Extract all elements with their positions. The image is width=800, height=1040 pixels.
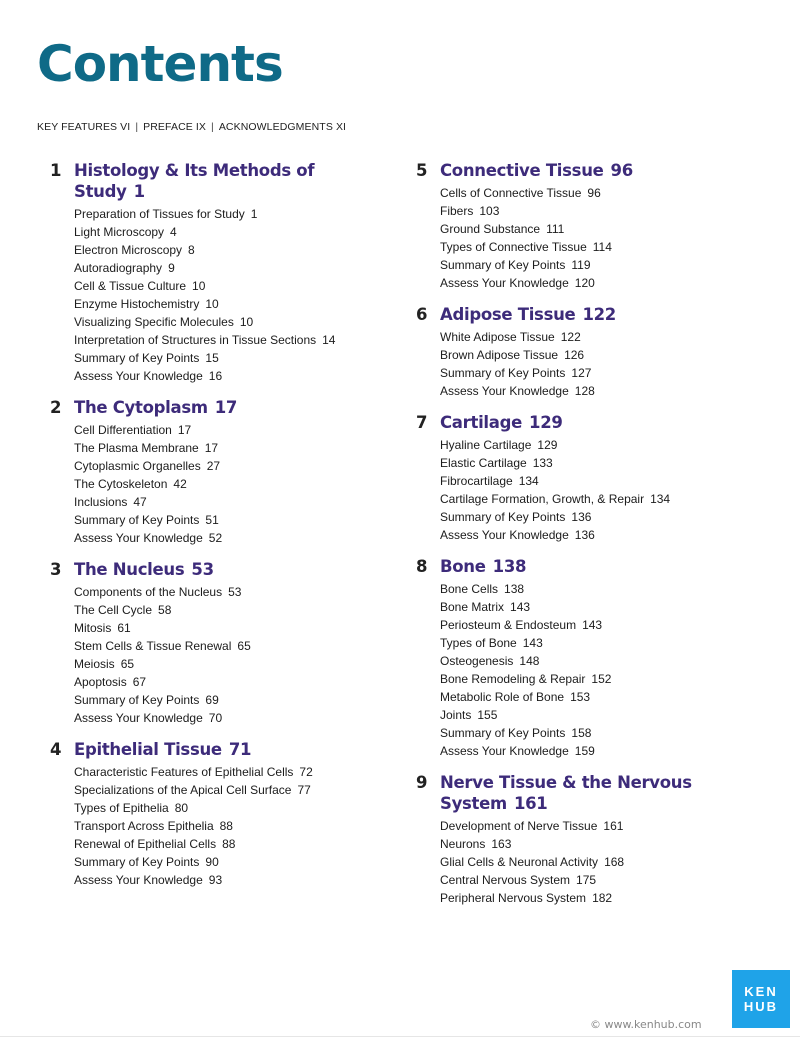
list-item bbox=[74, 619, 390, 637]
entry-page-number: 134 bbox=[518, 474, 539, 488]
chapter-number: 1 bbox=[50, 161, 62, 180]
entry-page-number: 17 bbox=[204, 441, 219, 455]
entry-page-number: 136 bbox=[574, 528, 595, 542]
entry-page-number: 152 bbox=[591, 672, 612, 686]
chapter-heading bbox=[50, 397, 390, 418]
list-item bbox=[74, 709, 390, 727]
chapter-title-text: Connective Tissue bbox=[440, 161, 604, 180]
page-title: Contents bbox=[37, 35, 283, 93]
list-item bbox=[440, 508, 756, 526]
chapter-title bbox=[74, 397, 237, 418]
chapter-page-number: 71 bbox=[228, 740, 252, 759]
entry-title: Transport Across Epithelia bbox=[74, 819, 214, 833]
entry-title: Bone Cells bbox=[440, 582, 499, 596]
chapter-title-text: The Nucleus bbox=[74, 560, 185, 579]
entry-title: Fibers bbox=[440, 204, 474, 218]
chapter-section bbox=[50, 559, 390, 727]
list-item bbox=[74, 277, 390, 295]
list-item bbox=[74, 313, 390, 331]
entry-title: Interpretation of Structures in Tissue Sections bbox=[74, 333, 317, 347]
entry-page-number: 143 bbox=[510, 600, 531, 614]
chapter-number: 2 bbox=[50, 398, 62, 417]
chapter-section bbox=[50, 160, 390, 385]
list-item bbox=[74, 835, 390, 853]
chapter-title-text: Cartilage bbox=[440, 413, 523, 432]
list-item bbox=[440, 346, 756, 364]
chapter-page-number: 138 bbox=[492, 557, 527, 576]
entry-page-number: 61 bbox=[117, 621, 131, 635]
entry-title: Stem Cells & Tissue Renewal bbox=[74, 639, 232, 653]
list-item bbox=[440, 580, 756, 598]
front-matter-line bbox=[37, 121, 346, 133]
list-item bbox=[74, 853, 390, 871]
list-item bbox=[440, 364, 756, 382]
list-item bbox=[440, 670, 756, 688]
list-item bbox=[440, 616, 756, 634]
entry-title: Cell Differentiation bbox=[74, 423, 172, 437]
chapter-title bbox=[74, 739, 251, 760]
entry-page-number: 16 bbox=[208, 369, 223, 383]
entry-page-number: 14 bbox=[322, 333, 336, 347]
entry-title: Types of Bone bbox=[440, 636, 517, 650]
kenhub-logo bbox=[732, 970, 790, 1028]
entry-title: Autoradiography bbox=[74, 261, 163, 275]
chapter-number: 9 bbox=[416, 773, 428, 792]
entry-title: Summary of Key Points bbox=[74, 351, 200, 365]
entry-title: Summary of Key Points bbox=[74, 855, 200, 869]
chapter-number: 4 bbox=[50, 740, 62, 759]
list-item bbox=[74, 799, 390, 817]
entry-page-number: 175 bbox=[576, 873, 597, 887]
chapter-entry-list bbox=[440, 328, 756, 400]
front-matter-acknowledgments: ACKNOWLEDGMENTS XI bbox=[218, 121, 347, 133]
chapter-number: 6 bbox=[416, 305, 428, 324]
chapter-section bbox=[416, 412, 756, 544]
list-item bbox=[74, 259, 390, 277]
chapter-title-text: Epithelial Tissue bbox=[74, 740, 222, 759]
toc-column-right bbox=[416, 160, 756, 919]
chapter-section bbox=[416, 556, 756, 760]
list-item bbox=[440, 817, 756, 835]
chapter-heading bbox=[416, 160, 756, 181]
entry-page-number: 72 bbox=[299, 765, 313, 779]
entry-title: Specializations of the Apical Cell Surface bbox=[74, 783, 292, 797]
list-item bbox=[440, 328, 756, 346]
entry-page-number: 52 bbox=[208, 531, 223, 545]
entry-title: Neurons bbox=[440, 837, 486, 851]
entry-title: Light Microscopy bbox=[74, 225, 165, 239]
list-item bbox=[440, 853, 756, 871]
entry-title: Peripheral Nervous System bbox=[440, 891, 587, 905]
entry-title: Development of Nerve Tissue bbox=[440, 819, 598, 833]
entry-title: Assess Your Knowledge bbox=[74, 711, 203, 725]
entry-page-number: 103 bbox=[479, 204, 500, 218]
entry-page-number: 8 bbox=[188, 243, 195, 257]
list-item bbox=[440, 742, 756, 760]
entry-title: Summary of Key Points bbox=[74, 513, 200, 527]
entry-page-number: 88 bbox=[222, 837, 236, 851]
entry-title: Types of Epithelia bbox=[74, 801, 169, 815]
list-item bbox=[74, 601, 390, 619]
chapter-page-number: 1 bbox=[133, 182, 145, 201]
chapter-entry-list bbox=[440, 436, 756, 544]
list-item bbox=[440, 526, 756, 544]
entry-page-number: 129 bbox=[537, 438, 558, 452]
list-item bbox=[440, 871, 756, 889]
entry-page-number: 42 bbox=[173, 477, 187, 491]
entry-title: Bone Remodeling & Repair bbox=[440, 672, 586, 686]
entry-page-number: 69 bbox=[205, 693, 219, 707]
list-item bbox=[440, 724, 756, 742]
entry-title: Cells of Connective Tissue bbox=[440, 186, 582, 200]
chapter-entry-list bbox=[74, 205, 390, 385]
entry-page-number: 17 bbox=[177, 423, 192, 437]
entry-title: Characteristic Features of Epithelial Cells bbox=[74, 765, 294, 779]
front-matter-separator: | bbox=[211, 121, 214, 133]
front-matter-separator: | bbox=[135, 121, 139, 133]
entry-page-number: 88 bbox=[219, 819, 233, 833]
entry-title: Joints bbox=[440, 708, 472, 722]
chapter-heading bbox=[50, 160, 390, 202]
entry-page-number: 15 bbox=[205, 351, 219, 365]
list-item bbox=[74, 529, 390, 547]
entry-page-number: 168 bbox=[604, 855, 625, 869]
list-item bbox=[74, 817, 390, 835]
entry-page-number: 77 bbox=[297, 783, 311, 797]
chapter-title bbox=[74, 559, 214, 580]
entry-title: Electron Microscopy bbox=[74, 243, 183, 257]
entry-title: Periosteum & Endosteum bbox=[440, 618, 577, 632]
entry-page-number: 10 bbox=[205, 297, 219, 311]
entry-title: White Adipose Tissue bbox=[440, 330, 555, 344]
entry-title: Assess Your Knowledge bbox=[74, 873, 203, 887]
list-item bbox=[440, 835, 756, 853]
list-item bbox=[74, 637, 390, 655]
entry-title: Cartilage Formation, Growth, & Repair bbox=[440, 492, 645, 506]
entry-title: Components of the Nucleus bbox=[74, 585, 223, 599]
entry-page-number: 136 bbox=[571, 510, 592, 524]
list-item bbox=[440, 256, 756, 274]
chapter-title-text: Bone bbox=[440, 557, 486, 576]
chapter-section bbox=[416, 772, 756, 907]
list-item bbox=[440, 706, 756, 724]
entry-page-number: 65 bbox=[237, 639, 251, 653]
entry-title: Cytoplasmic Organelles bbox=[74, 459, 201, 473]
chapter-page-number: 17 bbox=[214, 398, 238, 417]
entry-page-number: 9 bbox=[168, 261, 175, 275]
logo-text-line2: HUB bbox=[743, 999, 779, 1014]
toc-column-left bbox=[50, 160, 390, 901]
list-item bbox=[440, 220, 756, 238]
chapter-heading bbox=[416, 304, 756, 325]
entry-title: Cell & Tissue Culture bbox=[74, 279, 187, 293]
entry-title: Mitosis bbox=[74, 621, 112, 635]
entry-title: The Cytoskeleton bbox=[74, 477, 168, 491]
entry-page-number: 119 bbox=[571, 258, 591, 272]
chapter-title bbox=[440, 556, 526, 577]
chapter-title bbox=[440, 304, 616, 325]
entry-page-number: 65 bbox=[120, 657, 135, 671]
entry-title: Hyaline Cartilage bbox=[440, 438, 532, 452]
chapter-page-number: 129 bbox=[529, 413, 563, 432]
entry-page-number: 163 bbox=[491, 837, 512, 851]
chapter-section bbox=[416, 304, 756, 400]
entry-title: Renewal of Epithelial Cells bbox=[74, 837, 217, 851]
entry-title: Bone Matrix bbox=[440, 600, 505, 614]
list-item bbox=[74, 871, 390, 889]
entry-page-number: 161 bbox=[603, 819, 624, 833]
chapter-title bbox=[74, 160, 390, 202]
chapter-page-number: 161 bbox=[513, 794, 548, 813]
list-item bbox=[440, 238, 756, 256]
chapter-heading bbox=[416, 772, 756, 814]
entry-title: Enzyme Histochemistry bbox=[74, 297, 200, 311]
list-item bbox=[440, 688, 756, 706]
entry-title: Central Nervous System bbox=[440, 873, 571, 887]
entry-page-number: 1 bbox=[250, 207, 258, 221]
chapter-entry-list bbox=[440, 580, 756, 760]
chapter-number: 8 bbox=[416, 557, 428, 576]
entry-page-number: 10 bbox=[239, 315, 254, 329]
chapter-title-text: Nerve Tissue & the Nervous System bbox=[440, 773, 692, 813]
chapter-heading bbox=[416, 412, 756, 433]
entry-page-number: 143 bbox=[522, 636, 543, 650]
list-item bbox=[74, 295, 390, 313]
entry-title: Assess Your Knowledge bbox=[440, 528, 569, 542]
entry-page-number: 67 bbox=[132, 675, 147, 689]
list-item bbox=[74, 763, 390, 781]
entry-title: Ground Substance bbox=[440, 222, 541, 236]
chapter-entry-list bbox=[74, 763, 390, 889]
entry-title: Assess Your Knowledge bbox=[440, 744, 569, 758]
entry-page-number: 53 bbox=[228, 585, 242, 599]
entry-title: Brown Adipose Tissue bbox=[440, 348, 559, 362]
chapter-title bbox=[440, 772, 756, 814]
entry-title: Inclusions bbox=[74, 495, 128, 509]
chapter-number: 3 bbox=[50, 560, 62, 579]
list-item bbox=[74, 781, 390, 799]
entry-title: Summary of Key Points bbox=[74, 693, 200, 707]
chapter-heading bbox=[50, 739, 390, 760]
list-item bbox=[440, 889, 756, 907]
chapter-title-text: Histology & Its Methods of Study bbox=[74, 161, 315, 201]
entry-page-number: 70 bbox=[208, 711, 223, 725]
entry-page-number: 4 bbox=[170, 225, 177, 239]
entry-page-number: 134 bbox=[650, 492, 671, 506]
chapter-page-number: 96 bbox=[610, 161, 633, 180]
entry-title: Visualizing Specific Molecules bbox=[74, 315, 234, 329]
list-item bbox=[74, 475, 390, 493]
logo-text-line1: KEN bbox=[744, 984, 778, 999]
chapter-title bbox=[440, 412, 563, 433]
list-item bbox=[440, 472, 756, 490]
entry-title: Assess Your Knowledge bbox=[74, 369, 203, 383]
entry-page-number: 133 bbox=[532, 456, 553, 470]
list-item bbox=[74, 223, 390, 241]
entry-title: Types of Connective Tissue bbox=[440, 240, 587, 254]
list-item bbox=[74, 457, 390, 475]
list-item bbox=[74, 241, 390, 259]
list-item bbox=[74, 421, 390, 439]
chapter-entry-list bbox=[74, 421, 390, 547]
entry-page-number: 138 bbox=[504, 582, 525, 596]
list-item bbox=[440, 382, 756, 400]
entry-title: Summary of Key Points bbox=[440, 726, 566, 740]
entry-title: The Plasma Membrane bbox=[74, 441, 199, 455]
chapter-title bbox=[440, 160, 633, 181]
chapter-entry-list bbox=[74, 583, 390, 727]
list-item bbox=[74, 673, 390, 691]
entry-page-number: 153 bbox=[570, 690, 591, 704]
entry-page-number: 58 bbox=[158, 603, 172, 617]
entry-page-number: 90 bbox=[205, 855, 219, 869]
chapter-number: 5 bbox=[416, 161, 428, 180]
entry-title: Assess Your Knowledge bbox=[440, 276, 569, 290]
list-item bbox=[440, 652, 756, 670]
entry-title: Meiosis bbox=[74, 657, 115, 671]
front-matter-preface: PREFACE IX bbox=[143, 121, 206, 133]
entry-page-number: 128 bbox=[574, 384, 595, 398]
entry-page-number: 120 bbox=[574, 276, 595, 290]
copyright-text: © www.kenhub.com bbox=[590, 1018, 702, 1031]
entry-title: Summary of Key Points bbox=[440, 366, 566, 380]
list-item bbox=[74, 511, 390, 529]
list-item bbox=[74, 691, 390, 709]
list-item bbox=[74, 493, 390, 511]
entry-title: Metabolic Role of Bone bbox=[440, 690, 565, 704]
entry-page-number: 27 bbox=[206, 459, 221, 473]
chapter-number: 7 bbox=[416, 413, 428, 432]
entry-page-number: 155 bbox=[477, 708, 498, 722]
list-item bbox=[74, 655, 390, 673]
entry-page-number: 182 bbox=[592, 891, 613, 905]
entry-title: The Cell Cycle bbox=[74, 603, 153, 617]
entry-title: Fibrocartilage bbox=[440, 474, 513, 488]
list-item bbox=[440, 634, 756, 652]
list-item bbox=[440, 454, 756, 472]
entry-title: Assess Your Knowledge bbox=[74, 531, 203, 545]
chapter-section bbox=[416, 160, 756, 292]
entry-page-number: 143 bbox=[582, 618, 603, 632]
entry-page-number: 80 bbox=[174, 801, 189, 815]
list-item bbox=[74, 331, 390, 349]
bottom-divider bbox=[0, 1036, 800, 1037]
list-item bbox=[74, 583, 390, 601]
entry-page-number: 127 bbox=[571, 366, 592, 380]
entry-page-number: 122 bbox=[560, 330, 581, 344]
entry-page-number: 126 bbox=[564, 348, 585, 362]
entry-title: Summary of Key Points bbox=[440, 258, 566, 272]
list-item bbox=[74, 349, 390, 367]
chapter-heading bbox=[416, 556, 756, 577]
chapter-section bbox=[50, 397, 390, 547]
entry-page-number: 158 bbox=[571, 726, 592, 740]
list-item bbox=[440, 598, 756, 616]
chapter-page-number: 53 bbox=[191, 560, 214, 579]
chapter-entry-list bbox=[440, 184, 756, 292]
chapter-title-text: Adipose Tissue bbox=[440, 305, 576, 324]
list-item bbox=[440, 202, 756, 220]
entry-page-number: 159 bbox=[574, 744, 595, 758]
entry-title: Apoptosis bbox=[74, 675, 127, 689]
chapter-section bbox=[50, 739, 390, 889]
entry-title: Assess Your Knowledge bbox=[440, 384, 569, 398]
entry-page-number: 10 bbox=[192, 279, 206, 293]
list-item bbox=[74, 439, 390, 457]
entry-title: Summary of Key Points bbox=[440, 510, 566, 524]
entry-title: Osteogenesis bbox=[440, 654, 514, 668]
chapter-entry-list bbox=[440, 817, 756, 907]
list-item bbox=[74, 205, 390, 223]
entry-title: Glial Cells & Neuronal Activity bbox=[440, 855, 599, 869]
chapter-title-text: The Cytoplasm bbox=[74, 398, 208, 417]
entry-page-number: 51 bbox=[205, 513, 219, 527]
front-matter-key-features: KEY FEATURES VI bbox=[37, 121, 131, 133]
entry-title: Elastic Cartilage bbox=[440, 456, 527, 470]
list-item bbox=[74, 367, 390, 385]
chapter-heading bbox=[50, 559, 390, 580]
chapter-page-number: 122 bbox=[582, 305, 616, 324]
entry-page-number: 114 bbox=[592, 240, 612, 254]
entry-page-number: 96 bbox=[587, 186, 601, 200]
list-item bbox=[440, 490, 756, 508]
entry-page-number: 47 bbox=[133, 495, 147, 509]
list-item bbox=[440, 184, 756, 202]
entry-title: Preparation of Tissues for Study bbox=[74, 207, 245, 221]
entry-page-number: 111 bbox=[546, 222, 565, 236]
list-item bbox=[440, 274, 756, 292]
list-item bbox=[440, 436, 756, 454]
entry-page-number: 148 bbox=[519, 654, 540, 668]
entry-page-number: 93 bbox=[208, 873, 223, 887]
